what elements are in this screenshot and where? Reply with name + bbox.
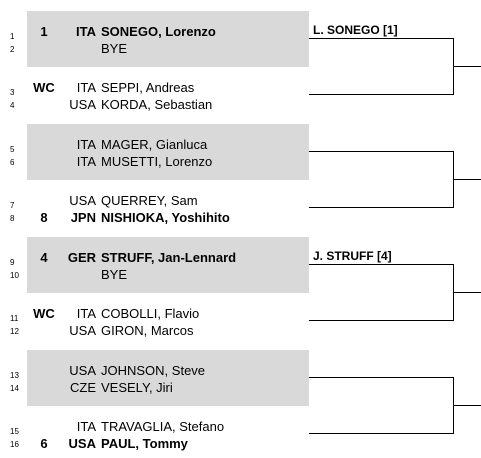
draw-position: 13 — [10, 371, 19, 380]
player-name: VESELY, Jiri — [101, 380, 173, 395]
draw-entry — [0, 435, 310, 452]
seed-label: 8 — [40, 210, 48, 225]
seed-label: 4 — [40, 250, 48, 265]
bracket-line — [309, 377, 454, 378]
player-name: TRAVAGLIA, Stefano — [101, 419, 225, 434]
bracket-line — [309, 151, 454, 152]
bracket-line — [309, 264, 454, 265]
draw-position: 5 — [10, 145, 15, 154]
player-name: SEPPI, Andreas — [101, 80, 195, 95]
bracket-line — [309, 38, 454, 39]
draw-position: 4 — [10, 101, 15, 110]
bracket-line — [453, 179, 481, 180]
country-code: CZE — [70, 380, 96, 395]
country-code: ITA — [76, 80, 96, 95]
draw-position: 16 — [10, 440, 19, 449]
country-code: ITA — [76, 154, 96, 169]
draw-position: 8 — [10, 214, 15, 223]
draw-entry — [0, 136, 310, 153]
draw-entry — [0, 379, 310, 396]
country-code: GER — [67, 250, 96, 265]
advanced-player: L. SONEGO [1] — [313, 23, 398, 37]
player-name: COBOLLI, Flavio — [101, 306, 200, 321]
draw-position: 14 — [10, 384, 19, 393]
player-name: SONEGO, Lorenzo — [101, 24, 216, 39]
draw-entry — [0, 40, 310, 57]
draw-entry — [0, 79, 310, 96]
draw-position: 2 — [10, 45, 15, 54]
player-name: MUSETTI, Lorenzo — [101, 154, 213, 169]
draw-position: 9 — [10, 258, 15, 267]
draw-position: 11 — [10, 314, 19, 323]
draw-entry — [0, 209, 310, 226]
seed-label: WC — [33, 306, 55, 321]
player-name: BYE — [101, 41, 128, 56]
bracket-line — [453, 405, 481, 406]
draw-entry — [0, 266, 310, 283]
seed-label: WC — [33, 80, 55, 95]
player-name: NISHIOKA, Yoshihito — [101, 210, 230, 225]
draw-position: 6 — [10, 158, 15, 167]
draw-position: 12 — [10, 327, 19, 336]
advanced-player: J. STRUFF [4] — [313, 249, 392, 263]
player-name: GIRON, Marcos — [101, 323, 194, 338]
player-name: KORDA, Sebastian — [101, 97, 213, 112]
draw-entry — [0, 418, 310, 435]
country-code: ITA — [76, 24, 96, 39]
seed-label: 1 — [40, 24, 48, 39]
player-name: BYE — [101, 267, 128, 282]
bracket-line — [309, 320, 454, 321]
country-code: USA — [69, 363, 96, 378]
draw-entry — [0, 96, 310, 113]
player-name: PAUL, Tommy — [101, 436, 188, 451]
player-name: JOHNSON, Steve — [101, 363, 206, 378]
draw-entry — [0, 322, 310, 339]
bracket-line — [309, 207, 454, 208]
draw-position: 15 — [10, 427, 19, 436]
player-name: STRUFF, Jan-Lennard — [101, 250, 237, 265]
country-code: USA — [69, 323, 96, 338]
draw-position: 1 — [10, 32, 15, 41]
draw-position: 7 — [10, 201, 15, 210]
draw-entry — [0, 305, 310, 322]
draw-entry — [0, 23, 310, 40]
bracket-line — [309, 433, 454, 434]
draw-entry — [0, 153, 310, 170]
draw-position: 10 — [10, 271, 19, 280]
draw-entry — [0, 192, 310, 209]
draw-entry — [0, 362, 310, 379]
country-code: USA — [69, 97, 96, 112]
bracket-line — [453, 292, 481, 293]
bracket-line — [453, 66, 481, 67]
country-code: ITA — [76, 306, 96, 321]
country-code: USA — [69, 193, 96, 208]
country-code: ITA — [76, 137, 96, 152]
player-name: QUERREY, Sam — [101, 193, 198, 208]
seed-label: 6 — [40, 436, 48, 451]
player-name: MAGER, Gianluca — [101, 137, 208, 152]
draw-position: 3 — [10, 88, 15, 97]
country-code: USA — [68, 436, 96, 451]
draw-entry — [0, 249, 310, 266]
country-code: JPN — [70, 210, 96, 225]
country-code: ITA — [76, 419, 96, 434]
bracket-line — [309, 94, 454, 95]
